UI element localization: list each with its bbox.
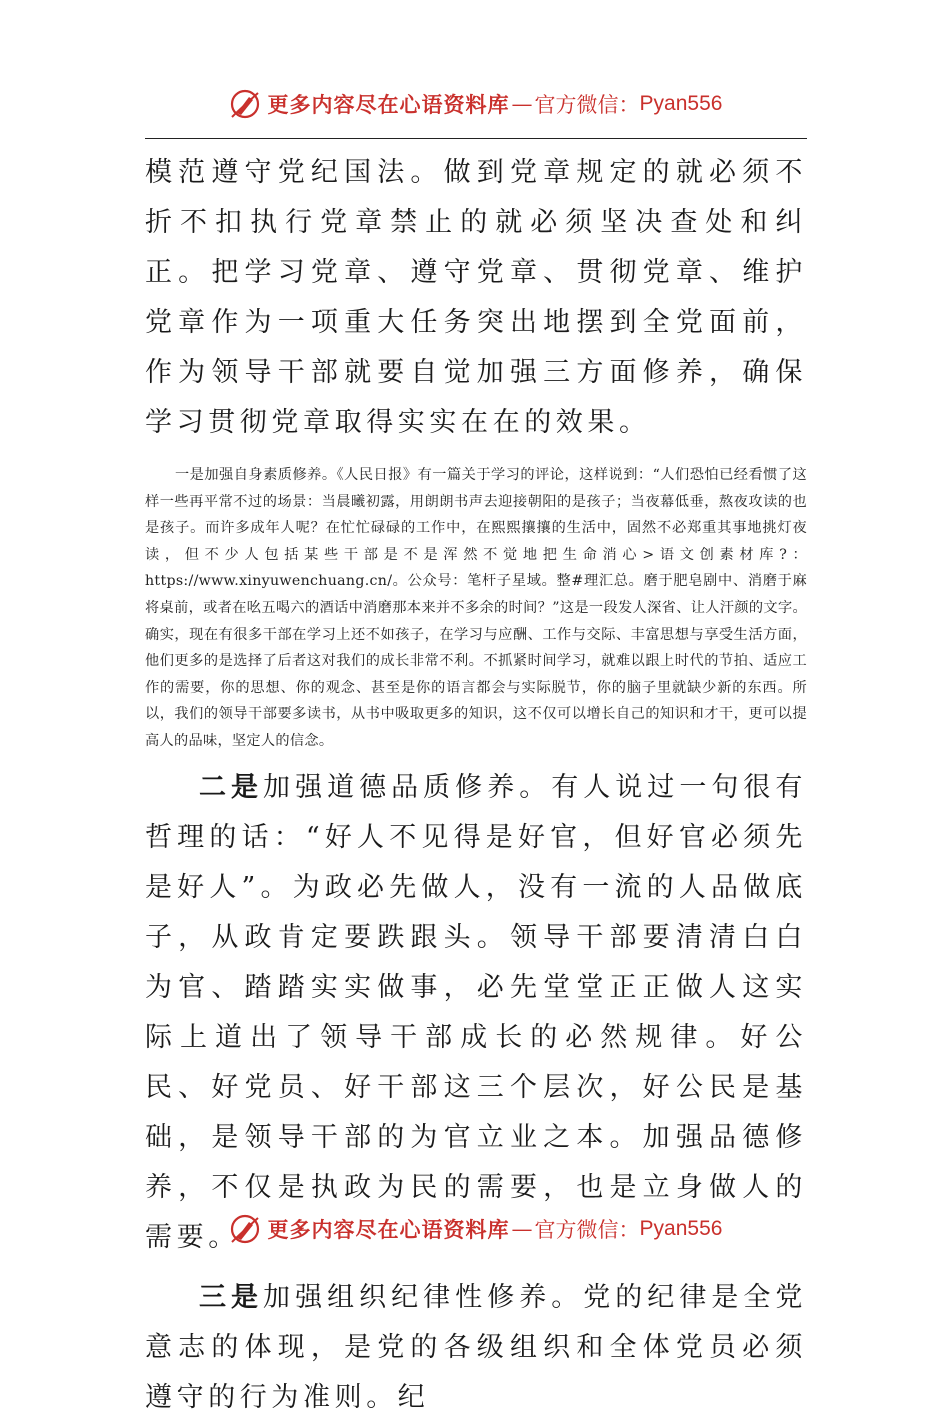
paragraph-1: 模范遵守党纪国法。做到党章规定的就必须不折不扣执行党章禁止的就必须坚决查处和纠正。把学习党章、遵守党章、贯彻党章、维护党章作为一项重大任务突出地摆到全党面前，作为领导干部就要自觉加强三方面修养，确保学习贯彻党章取得实实在在的效果。 bbox=[145, 157, 807, 438]
paragraph-4-lead: 三是 bbox=[199, 1281, 264, 1313]
header-banner-text: 更多内容尽在心语资料库 bbox=[267, 92, 510, 117]
paragraph-3 bbox=[145, 763, 807, 1263]
footer-separator: — bbox=[511, 1217, 533, 1241]
paragraph-4 bbox=[145, 1273, 807, 1423]
footer-banner bbox=[0, 1205, 950, 1253]
header-wechat-id: Pyan556 bbox=[639, 92, 723, 115]
footer-wechat-id: Pyan556 bbox=[639, 1217, 723, 1240]
pen-nib-logo-icon bbox=[228, 87, 262, 121]
paragraph-3-text: 加强道德品质修养。有人说过一句很有哲理的话：“好人不见得是好官，但好官必须先是好人”。为政必先做人，没有一流的人品做底子，从政肯定要跌跟头。领导干部要清清白白为官、踏踏实实做事，必先堂堂正正做人这实际上道出了领导干部成长的必然规律。好公民、好党员、好干部这三个层次，好公民是基础，是领导干部的为官立业之本。加强品德修养，不仅是执政为民的需要，也是立身做人的需要。 bbox=[145, 771, 807, 1253]
pen-nib-logo-icon bbox=[228, 1212, 262, 1246]
footer-wechat-label: 官方微信： bbox=[534, 1218, 640, 1242]
header-separator: — bbox=[511, 92, 533, 116]
footer-banner-text: 更多内容尽在心语资料库 bbox=[267, 1217, 510, 1242]
header-wechat-label: 官方微信： bbox=[534, 93, 640, 117]
header-banner bbox=[0, 80, 950, 128]
paragraph-4-text: 加强组织纪律性修养。党的纪律是全党意志的体现，是党的各级组织和全体党员必须遵守的行为准则。纪 bbox=[145, 1281, 807, 1413]
paragraph-3-lead: 二是 bbox=[199, 771, 264, 803]
paragraph-2: 一是加强自身素质修养。《人民日报》有一篇关于学习的评论，这样说到：“人们恐怕已经看惯了这样一些再平常不过的场景：当晨曦初露，用朗朗书声去迎接朝阳的是孩子；当夜幕低垂，熬夜攻读的也是孩子。而许多成年人呢？在忙忙碌碌的工作中，在熙熙攘攘的生活中，固然不必郑重其事地挑灯夜读，但不少人包括某些干部是不是浑然不觉地把生命消心>语文创素材库?：https://www.xinyuwenchuang.cn/。公众号：笔杆子星域。整#理汇总。磨于肥皂剧中、消磨于麻将桌前，或者在吆五喝六的酒话中消磨那本来并不多余的时间？”这是一段发人深省、让人汗颜的文字。确实，现在有很多干部在学习上还不如孩子，在学习与应酬、工作与交际、丰富思想与享受生活方面，他们更多的是选择了后者这对我们的成长非常不利。不抓紧时间学习，就难以跟上时代的节拍、适应工作的需要，你的思想、你的观念、甚至是你的语言都会与实际脱节，你的脑子里就缺少新的东西。所以，我们的领导干部要多读书，从书中吸取更多的知识，这不仅可以增长自己的知识和才干，更可以提高人的品味，坚定人的信念。 bbox=[145, 467, 807, 749]
header-divider bbox=[145, 138, 807, 139]
